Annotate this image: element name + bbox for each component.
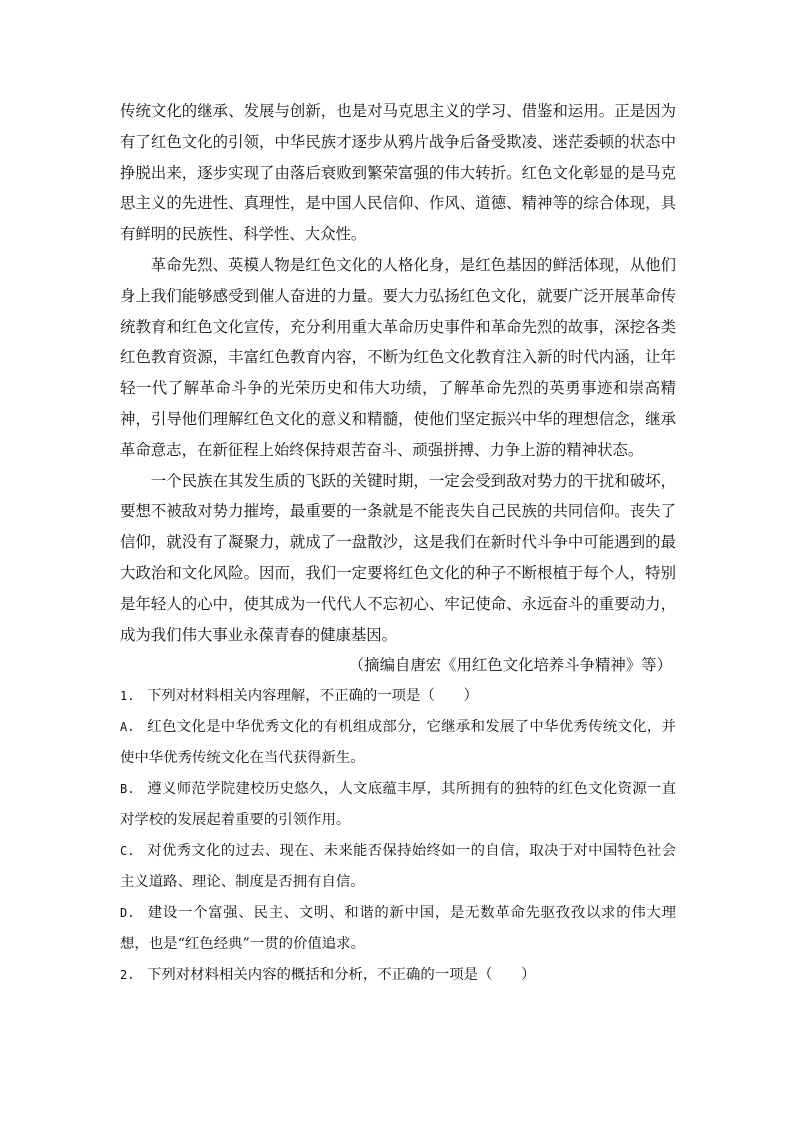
article-paragraph-3: 一个民族在其发生质的飞跃的关键时期，一定会受到敌对势力的干扰和破坏，要想不被敌对势力摧垮，最重要的一条就是不能丧失自己民族的共同信仰。丧失了信仰，就没有了凝聚力，就成了一盘散沙，这是我们在新时代斗争中可能遇到的最大政治和文化风险。因而，我们一定要将红色文化的种子不断根植于每个人，特别是年轻人的心中，使其成为一代代人不忘初心、牢记使命、永远奋斗的重要动力，成为我们伟大事业永葆青春的健康基因。 [120,471,676,644]
question-1-stem: 下列对材料相关内容理解，不正确的一项是（ ） [147,688,478,705]
option-a-label: A. [120,720,135,735]
option-d [120,898,676,960]
article-source: （摘编自唐宏《用红色文化培养斗争精神》等） [348,656,672,675]
option-b-label: B. [120,782,135,797]
question-2-stem: 下列对材料相关内容的概括和分析，不正确的一项是（ ） [147,967,536,984]
article-paragraph-2: 革命先烈、英模人物是红色文化的人格化身，是红色基因的鲜活体现，从他们身上我们能够感受到催人奋进的力量。要大力弘扬红色文化，就要广泛开展革命传统教育和红色文化宣传，充分利用重大革命历史事件和革命先烈的故事，深挖各类红色教育资源，丰富红色教育内容，不断为红色文化教育注入新的时代内涵，让年轻一代了解革命斗争的光荣历史和伟大功绩，了解革命先烈的英勇事迹和崇高精神，引导他们理解红色文化的意义和精髓，使他们坚定振兴中华的理想信念，继承革命意志，在新征程上始终保持艰苦奋斗、顽强拼搏、力争上游的精神状态。 [120,255,676,459]
option-d-label: D. [120,906,135,921]
option-b-text: 遵义师范学院建校历史悠久，人文底蕴丰厚，其所拥有的独特的红色文化资源一直对学校的发展起着重要的引领作用。 [120,781,676,829]
option-a-text: 红色文化是中华优秀文化的有机组成部分，它继承和发展了中华优秀传统文化，并使中华优秀传统文化在当代获得新生。 [120,719,676,767]
option-c-text: 对优秀文化的过去、现在、未来能否保持始终如一的自信，取决于对中国特色社会主义道路、理论、制度是否拥有自信。 [120,843,676,891]
question-1-number: 1. [120,689,135,704]
question-2 [120,960,676,991]
option-d-text: 建设一个富强、民主、文明、和谐的新中国，是无数革命先驱孜孜以求的伟大理想，也是“红色经典”一贯的价值追求。 [120,905,676,953]
question-2-number: 2. [120,968,135,983]
option-a [120,712,676,774]
option-b [120,774,676,836]
option-c-label: C. [120,844,135,859]
question-1 [120,681,676,712]
page-content [120,96,676,991]
article-paragraph-1: 传统文化的继承、发展与创新，也是对马克思主义的学习、借鉴和运用。正是因为有了红色文化的引领，中华民族才逐步从鸦片战争后备受欺凌、迷茫委顿的状态中挣脱出来，逐步实现了由落后衰败到繁荣富强的伟大转折。红色文化彰显的是马克思主义的先进性、真理性，是中国人民信仰、作风、道德、精神等的综合体现，具有鲜明的民族性、科学性、大众性。 [120,102,676,244]
option-c [120,836,676,898]
